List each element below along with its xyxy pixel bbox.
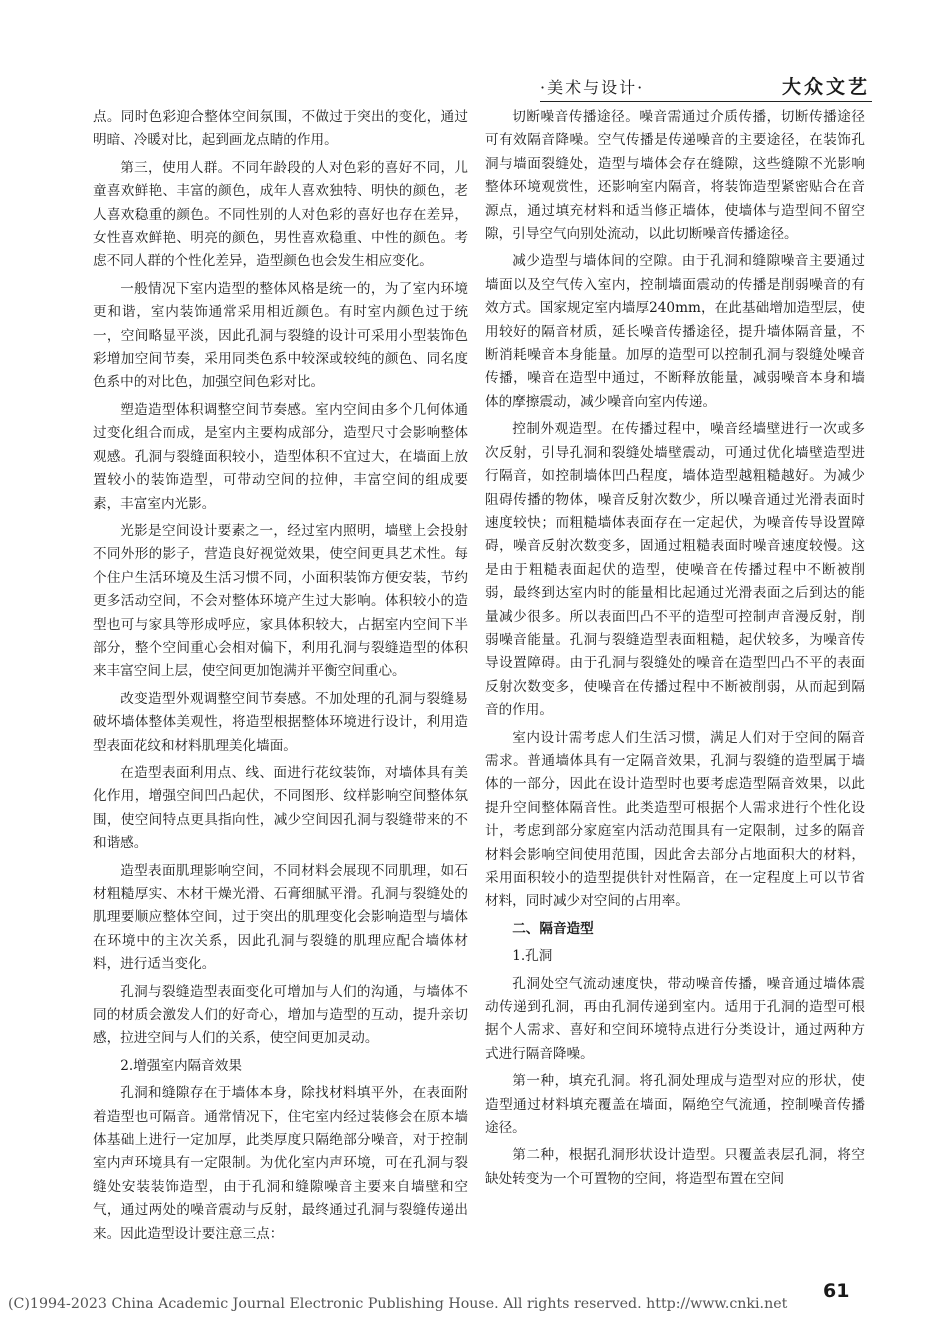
paragraph: 第二种，根据孔洞形状设计造型。只覆盖表层孔洞，将空缺处转变为一个可置物的空间，将造型布置在空间 <box>485 1147 865 1187</box>
paragraph: 塑造造型体积调整空间节奏感。室内空间由多个几何体通过变化组合而成，是室内主要构成部分，造型尺寸会影响整体观感。孔洞与裂缝面积较小，造型体积不宜过大，在墙面上放置较小的装饰造型，可带动空间的拉伸，丰富空间的组成要素，丰富室内光影。 <box>93 401 468 512</box>
section-heading: 二、隔音造型 <box>512 920 594 937</box>
right-column <box>485 106 865 1286</box>
left-column <box>93 106 468 1286</box>
paragraph: 孔洞处空气流动速度快，带动噪音传播，噪音通过墙体震动传递到孔洞，再由孔洞传递到室内。适用于孔洞的造型可根据个人需求、喜好和空间环境特点进行分类设计，通过两种方式进行隔音降噪。 <box>485 975 865 1062</box>
subsection-heading: 1.孔洞 <box>512 948 553 965</box>
paragraph: 一般情况下室内造型的整体风格是统一的，为了室内环境更和谐，室内装饰通常采用相近颜色。有时室内颜色过于统一，空间略显平淡，因此孔洞与裂缝的设计可采用小型装饰色彩增加空间节奏，采用同类色系中较深或较纯的颜色、同名度色系中的对比色，加强空间色彩对比。 <box>93 280 468 391</box>
paragraph: 室内设计需考虑人们生活习惯，满足人们对于空间的隔音需求。普通墙体具有一定隔音效果，孔洞与裂缝的造型属于墙体的一部分，因此在设计造型时也要考虑造型隔音效果，以此提升空间整体隔音性。此类造型可根据个人需求进行个性化设计，考虑到部分家庭室内活动范围具有一定限制，过多的隔音材料会影响空间使用范围，因此舍去部分占地面积大的材料，采用面积较小的造型提供针对性隔音，在一定程度上可以节省材料，同时减少对空间的占用率。 <box>485 729 865 910</box>
page-number: 61 <box>823 1280 850 1302</box>
running-header <box>540 72 870 100</box>
paragraph: 切断噪音传播途径。噪音需通过介质传播，切断传播途径可有效隔音降噪。空气传播是传递噪音的主要途径，在装饰孔洞与墙面裂缝处，造型与墙体会存在缝隙，这些缝隙不光影响整体环境观赏性，还影响室内隔音，将装饰造型紧密贴合在音源点，通过填充材料和适当修正墙体，使墙体与造型间不留空隙，引导空气向别处流动，以此切断噪音传播途径。 <box>485 109 865 243</box>
paragraph: 在造型表面利用点、线、面进行花纹装饰，对墙体具有美化作用，增强空间凹凸起伏，不同图形、纹样影响空间整体氛围，使空间特点更具指向性，减少空间因孔洞与裂缝带来的不和谐感。 <box>93 764 468 852</box>
header-rule <box>540 101 872 102</box>
paragraph: 孔洞与裂缝造型表面变化可增加与人们的沟通，与墙体不同的材质会激发人们的好奇心，增加与造型的互动，提升亲切感，拉进空间与人们的关系，使空间更加灵动。 <box>93 983 468 1047</box>
copyright-footer: (C)1994-2023 China Academic Journal Electronic Publishing House. All rights reserved. http://www.cnki.net <box>8 1296 788 1312</box>
paragraph: 第一种，填充孔洞。将孔洞处理成与造型对应的形状，使造型通过材料填充覆盖在墙面，隔绝空气流通，控制噪音传播途径。 <box>485 1073 865 1137</box>
paragraph: 点。同时色彩迎合整体空间氛围，不做过于突出的变化，通过明暗、冷暖对比，起到画龙点睛的作用。 <box>93 109 468 149</box>
paragraph: 造型表面肌理影响空间，不同材料会展现不同肌理，如石材粗糙厚实、木材干燥光滑、石膏细腻平滑。孔洞与裂缝处的肌理要顺应整体空间，过于突出的肌理变化会影响造型与墙体在环境中的主次关系，因此孔洞与裂缝的肌理应配合墙体材料，进行适当变化。 <box>93 862 468 973</box>
paragraph: 孔洞和缝隙存在于墙体本身，除找材料填平外，在表面附着造型也可隔音。通常情况下，住宅室内经过装修会在原本墙体基础上进行一定加厚，此类厚度只隔绝部分噪音，对于控制室内声环境具有一定限制。为优化室内声环境，可在孔洞与裂缝处安装装饰造型，由于孔洞和缝隙噪音主要来自墙壁和空气，通过两处的噪音震动与反射，最终通过孔洞与裂缝传递出来。因此造型设计要注意三点： <box>93 1085 468 1242</box>
subsection-heading: 2.增强室内隔音效果 <box>120 1057 242 1074</box>
paragraph: 光影是空间设计要素之一，经过室内照明，墙壁上会投射不同外形的影子，营造良好视觉效果，使空间更具艺术性。每个住户生活环境及生活习惯不同，小面积装饰方便安装，节约更多活动空间，不会对整体环境产生过大影响。体积较小的造型也可与家具等形成呼应，家具体积较大，占据室内空间下半部分，整个空间重心会相对偏下，利用孔洞与裂缝造型的体积来丰富空间上层，使空间更加饱满并平衡空间重心。 <box>93 522 468 680</box>
paragraph: 控制外观造型。在传播过程中，噪音经墙壁进行一次或多次反射，引导孔洞和裂缝处墙壁震动，可通过优化墙壁造型进行隔音，如控制墙体凹凸程度，墙体造型越粗糙越好。为减少阻碍传播的物体，噪音反射次数少，所以噪音通过光滑表面时速度较快；而粗糙墙体表面存在一定起伏，为噪音传导设置障碍，噪音反射次数变多，固通过粗糙表面时噪音速度较慢。这是由于粗糙表面起伏的造型，使噪音在传播过程中不断被削弱，最终到达室内时的能量相比起通过光滑表面之后到达的能量减少很多。所以表面凹凸不平的造型可控制声音漫反射，削弱噪音能量。孔洞与裂缝造型表面粗糙，起伏较多，为噪音传导设置障碍。由于孔洞与裂缝处的噪音在造型凹凸不平的表面反射次数变多，使噪音在传播过程中不断被削弱，从而起到隔音的作用。 <box>485 421 865 719</box>
journal-title: 大众文艺 <box>781 76 870 98</box>
paragraph: 第三，使用人群。不同年龄段的人对色彩的喜好不同，儿童喜欢鲜艳、丰富的颜色，成年人喜欢独特、明快的颜色，老人喜欢稳重的颜色。不同性别的人对色彩的喜好也存在差异，女性喜欢鲜艳、明亮的颜色，男性喜欢稳重、中性的颜色。考虑不同人群的个性化差异，造型颜色也会发生相应变化。 <box>93 159 468 270</box>
paragraph: 改变造型外观调整空间节奏感。不加处理的孔洞与裂缝易破坏墙体整体美观性，将造型根据整体环境进行设计，利用造型表面花纹和材料肌理美化墙面。 <box>93 690 468 754</box>
header-section-label: ·美术与设计· <box>540 78 645 97</box>
paragraph: 减少造型与墙体间的空隙。由于孔洞和缝隙噪音主要通过墙面以及空气传入室内，控制墙面震动的传播是削弱噪音的有效方式。国家规定室内墙厚240mm，在此基础增加造型层，使用较好的隔音材质，延长噪音传播途径，提升墙体隔音量，不断消耗噪音本身能量。加厚的造型可以控制孔洞与裂缝处噪音传播，噪音在造型中通过，不断释放能量，减弱噪音本身和墙体的摩擦震动，减少噪音向室内传递。 <box>485 253 865 410</box>
